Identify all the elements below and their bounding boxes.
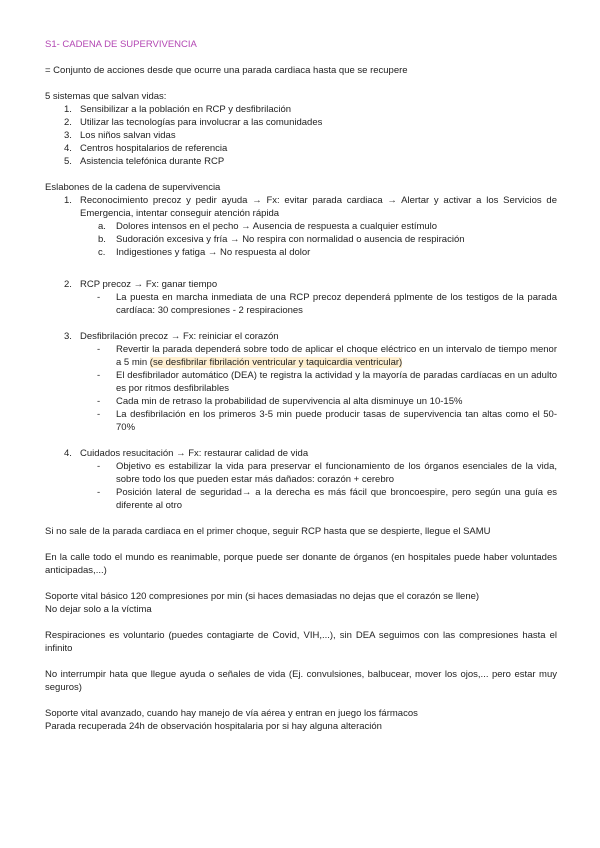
note-paragraph: No dejar solo a la víctima: [45, 604, 152, 615]
chain-link-3: 3. Desfibrilación precoz → Fx: reiniciar el corazón: [64, 331, 279, 342]
systems-section: [45, 90, 557, 168]
systems-list-item: 3. Los niños salvan vidas: [64, 130, 176, 141]
definition-text: = Conjunto de acciones desde que ocurre una parada cardiaca hasta que se recupere: [45, 65, 408, 76]
note-paragraph: Soporte vital básico 120 compresiones por min (si haces demasiadas no dejas que el corazón se llene): [45, 591, 480, 602]
page-title: S1- CADENA DE SUPERVIVENCIA: [45, 39, 197, 50]
chain-link-1: 1. Reconocimiento precoz y pedir ayuda → Fx: evitar parada cardiaca → Alertar y activar a los Servicios de Emergencia, intentar conseguir atención rápida: [64, 195, 557, 219]
bullet-item: - Revertir la parada dependerá sobre todo de aplicar el choque eléctrico en un intervalo de tiempo menor a 5 min (se desfibrilar fibrilación ventricular y taquicardia ventricular): [97, 344, 557, 368]
systems-list-item: 5. Asistencia telefónica durante RCP: [64, 156, 225, 167]
note-paragraph: Soporte vital avanzado, cuando hay manejo de vía aérea y entran en juego los fármacos: [45, 708, 418, 719]
symptom-item: c. Indigestiones y fatiga → No respuesta al dolor: [98, 247, 311, 258]
systems-list: [45, 103, 557, 168]
bullet-item: - Cada min de retraso la probabilidad de supervivencia al alta disminuye un 10-15%: [97, 396, 463, 407]
systems-list-item: 4. Centros hospitalarios de referencia: [64, 143, 228, 154]
chain-section: [45, 181, 557, 512]
note-paragraph: En la calle todo el mundo es reanimable, porque puede ser donante de órganos (en hospitales puede haber voluntades anticipadas,...): [45, 552, 557, 576]
bullet-item: - Posición lateral de seguridad→ a la derecha es más fácil que broncoespire, pero según una guía es diferente al otro: [97, 487, 557, 511]
bullet-item: - La puesta en marcha inmediata de una RCP precoz dependerá pplmente de los testigos de la parada cardíaca: 30 compresiones - 2 respiraciones: [97, 292, 557, 316]
systems-list-item: 1. Sensibilizar a la población en RCP y desfibrilación: [64, 104, 292, 115]
symptom-item: a. Dolores intensos en el pecho → Ausencia de respuesta a cualquier estímulo: [98, 221, 438, 232]
note-paragraph: No interrumpir hata que llegue ayuda o señales de vida (Ej. convulsiones, balbucear, mover los ojos,... pero estar muy seguros): [45, 669, 557, 693]
highlighted-text: (se desfibrilar fibrilación ventricular y taquicardia ventricular): [149, 357, 403, 368]
bullet-item: - Objetivo es estabilizar la vida para preservar el funcionamiento de los órganos esenciales de la vida, sobre todo los que pueden estar más dañados: corazón + cerebro: [97, 461, 557, 485]
chain-link-4: 4. Cuidados resucitación → Fx: restaurar calidad de vida: [64, 448, 309, 459]
systems-list-item: 2. Utilizar las tecnologías para involucrar a las comunidades: [64, 117, 323, 128]
bullet-item: - El desfibrilador automático (DEA) te registra la actividad y la mayoría de paradas cardíacas en un adulto es por ritmos desfibrilables: [97, 370, 557, 394]
chain-link-2: 2. RCP precoz → Fx: ganar tiempo: [64, 279, 218, 290]
note-paragraph: Respiraciones es voluntario (puedes contagiarte de Covid, VIH,...), sin DEA seguimos con las compresiones hasta el infinito: [45, 630, 557, 654]
symptom-item: b. Sudoración excesiva y fría → No respira con normalidad o ausencia de respiración: [98, 234, 465, 245]
chain-link-1-symptoms: [45, 220, 557, 259]
systems-heading: 5 sistemas que salvan vidas:: [45, 91, 167, 102]
note-paragraph: Si no sale de la parada cardiaca en el primer choque, seguir RCP hasta que se despierte, llegue el SAMU: [45, 526, 491, 537]
note-paragraph: Parada recuperada 24h de observación hospitalaria por si hay alguna alteración: [45, 721, 382, 732]
bullet-item: - La desfibrilación en los primeros 3-5 min puede producir tasas de supervivencia tan altas como el 50-70%: [97, 409, 557, 433]
chain-heading: Eslabones de la cadena de supervivencia: [45, 182, 221, 193]
document-page: [45, 38, 557, 746]
